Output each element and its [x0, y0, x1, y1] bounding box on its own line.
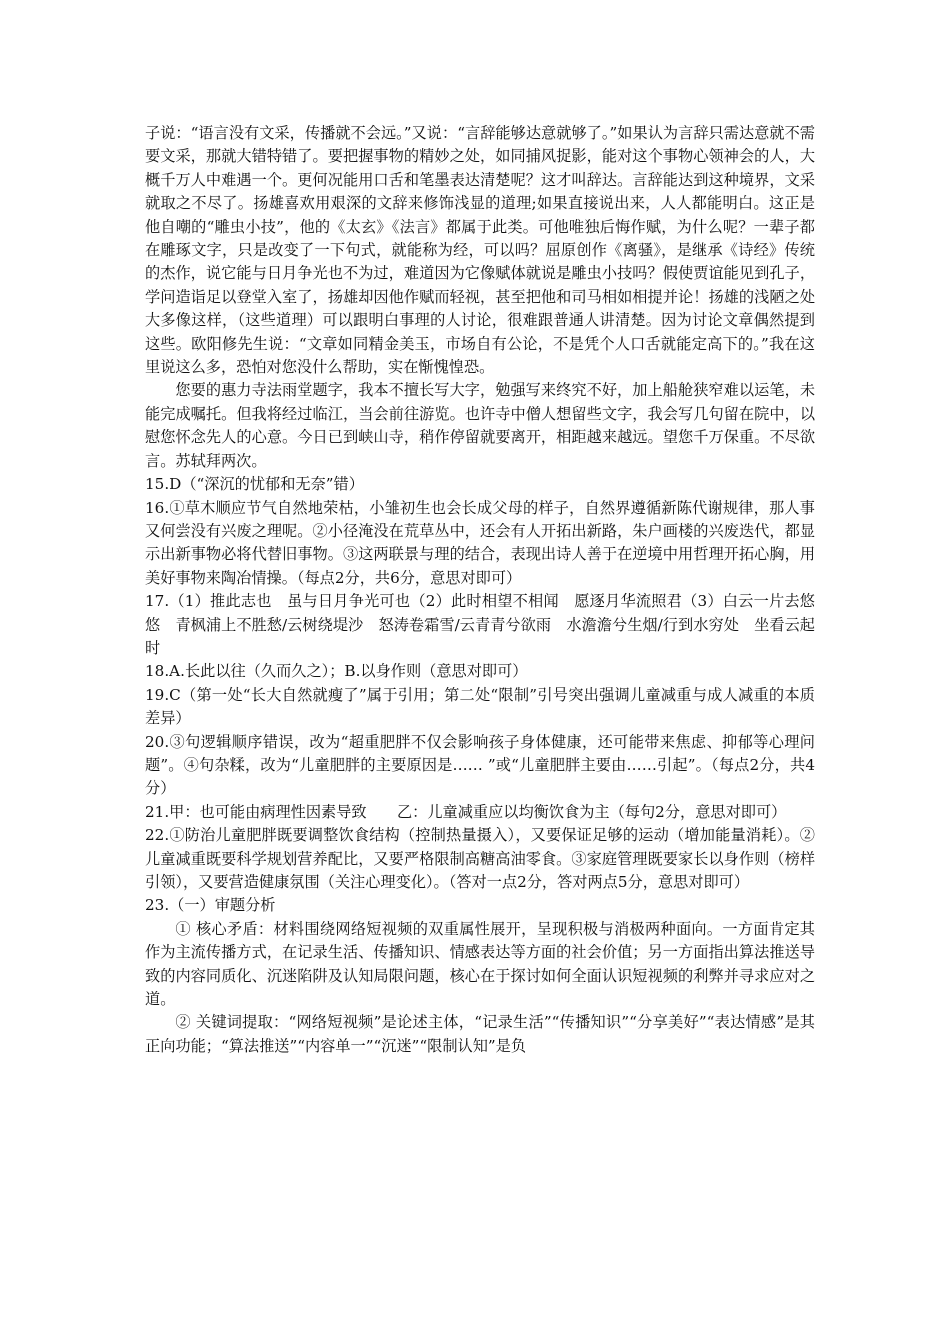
translation-paragraph-1: 子说：“语言没有文采，传播就不会远。”又说：“言辞能够达意就够了。”如果认为言辞只需达意就不需要文采，那就大错特错了。要把握事物的精妙之处，如同捕风捉影，能对这个事物心领神会的人，大概千万人中难遇一个。更何况能用口舌和笔墨表达清楚呢？这才叫辞达。言辞能达到这种境界，文采就取之不尽了。扬雄喜欢用艰深的文辞来修饰浅显的道理;如果直接说出来，人人都能明白。这正是他自嘲的“雕虫小技”，他的《太玄》《法言》都属于此类。可他唯独后悔作赋，为什么呢？一辈子都在雕琢文字，只是改变了一下句式，就能称为经，可以吗？屈原创作《离骚》，是继承《诗经》传统的杰作，说它能与日月争光也不为过，难道因为它像赋体就说是雕虫小技吗？假使贾谊能见到孔子，学问造诣足以登堂入室了，扬雄却因他作赋而轻视，甚至把他和司马相如相提并论！扬雄的浅陋之处大多像这样，（这些道理）可以跟明白事理的人讨论，很难跟普通人讲清楚。因为讨论文章偶然提到这些。欧阳修先生说：“文章如同精金美玉，市场自有公论，不是凭个人口舌就能定高下的。”我在这里说这么多，恐怕对您没什么帮助，实在惭愧惶恐。 [145, 124, 815, 377]
answer-15: 15.D（“深沉的忧郁和无奈”错） [145, 475, 364, 494]
answer-23-heading: 23.（一）审题分析 [145, 896, 276, 915]
answer-18: 18.A.长此以往（久而久之）；B.以身作则（意思对即可） [145, 662, 528, 681]
answer-20: 20.③句逻辑顺序错误，改为“超重肥胖不仅会影响孩子身体健康，还可能带来焦虑、抑郁等心理问题”。④句杂糅，改为“儿童肥胖的主要原因是…… ”或“儿童肥胖主要由……引起”。（每点2分，共4分） [145, 732, 815, 798]
answer-22: 22.①防治儿童肥胖既要调整饮食结构（控制热量摄入），又要保证足够的运动（增加能量消耗）。②儿童减重既要科学规划营养配比，又要严格限制高糖高油零食。③家庭管理既要家长以身作则（榜样引领），又要营造健康氛围（关注心理变化）。（答对一点2分，答对两点5分，意思对即可） [145, 826, 815, 891]
answer-17: 17.（1）推此志也 虽与日月争光可也（2）此时相望不相闻 愿逐月华流照君（3）白云一片去悠悠 青枫浦上不胜愁/云树绕堤沙 怒涛卷霜雪/云青青兮欲雨 水澹澹兮生烟/行到水穷处 坐看云起时 [145, 592, 815, 657]
analysis-core-conflict: ① 核心矛盾：材料围绕网络短视频的双重属性展开，呈现积极与消极两种面向。一方面肯定其作为主流传播方式，在记录生活、传播知识、情感表达等方面的社会价值；另一方面指出算法推送导致的内容同质化、沉迷陷阱及认知局限问题，核心在于探讨如何全面认识短视频的利弊并寻求应对之道。 [145, 919, 815, 1009]
analysis-keywords: ② 关键词提取：“网络短视频”是论述主体，“记录生活”“传播知识”“分享美好”“表达情感”是其正向功能；“算法推送”“内容单一”“沉迷”“限制认知”是负 [145, 1013, 815, 1055]
answer-16: 16.①草木顺应节气自然地荣枯，小雏初生也会长成父母的样子，自然界遵循新陈代谢规律，那人事又何尝没有兴废之理呢。②小径淹没在荒草丛中，还会有人开拓出新路，朱户画楼的兴废迭代，都显示出新事物必将代替旧事物。③这两联景与理的结合，表现出诗人善于在逆境中用哲理开拓心胸，用美好事物来陶冶情操。（每点2分，共6分，意思对即可） [145, 498, 815, 587]
answer-21: 21.甲：也可能由病理性因素导致 乙：儿童减重应以均衡饮食为主（每句2分，意思对即可） [145, 802, 787, 821]
answer-19: 19.C（第一处“长大自然就瘦了”属于引用；第二处“限制”引号突出强调儿童减重与成人减重的本质差异） [145, 685, 815, 728]
translation-paragraph-2: 您要的惠力寺法雨堂题字，我本不擅长写大字，勉强写来终究不好，加上船舱狭窄难以运笔，未能完成嘱托。但我将经过临江，当会前往游览。也许寺中僧人想留些文字，我会写几句留在院中，以慰您怀念先人的心意。今日已到峡山寺，稍作停留就要离开，相距越来越远。望您千万保重。不尽欲言。苏轼拜两次。 [145, 381, 815, 470]
answer-document [145, 122, 815, 1058]
